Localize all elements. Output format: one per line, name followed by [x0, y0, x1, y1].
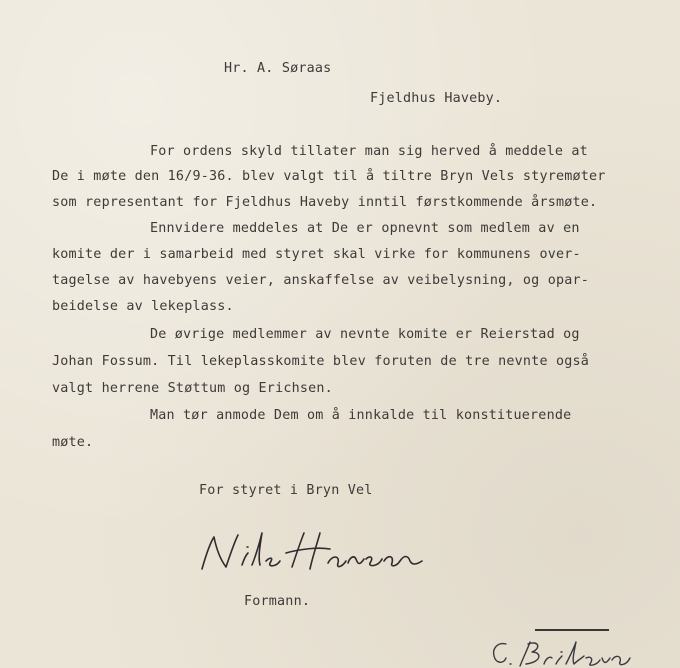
- signature-underline: [535, 629, 609, 631]
- recipient-name: Hr. A. Søraas: [224, 61, 332, 76]
- body-line: Man tør anmode Dem om å innkalde til konstituerende: [150, 408, 572, 423]
- body-line: komite der i samarbeid med styret skal virke for kommunens over-: [52, 247, 581, 262]
- closing-line: For styret i Bryn Vel: [199, 483, 373, 498]
- recipient-place: Fjeldhus Haveby.: [370, 91, 503, 106]
- body-line: valgt herrene Støttum og Erichsen.: [52, 381, 333, 396]
- signatory-title: Formann.: [244, 594, 311, 609]
- body-line: tagelse av havebyens veier, anskaffelse av veibelysning, og opar-: [52, 273, 590, 288]
- body-line: De i møte den 16/9-36. blev valgt til å tiltre Bryn Vels styremøter: [52, 169, 606, 184]
- secondary-signature: [486, 636, 636, 668]
- body-line: Johan Fossum. Til lekeplasskomite blev foruten de tre nevnte også: [52, 354, 590, 369]
- body-line: Ennvidere meddeles at De er opnevnt som medlem av en: [150, 221, 580, 236]
- body-line: For ordens skyld tillater man sig herved å meddele at: [150, 144, 588, 159]
- signature-nils-hansen: [190, 525, 430, 585]
- body-line: De øvrige medlemmer av nevnte komite er Reierstad og: [150, 327, 580, 342]
- body-line: som representant for Fjeldhus Haveby inntil førstkommende årsmøte.: [52, 195, 598, 210]
- body-line: beidelse av lekeplass.: [52, 299, 234, 314]
- body-line: møte.: [52, 435, 94, 450]
